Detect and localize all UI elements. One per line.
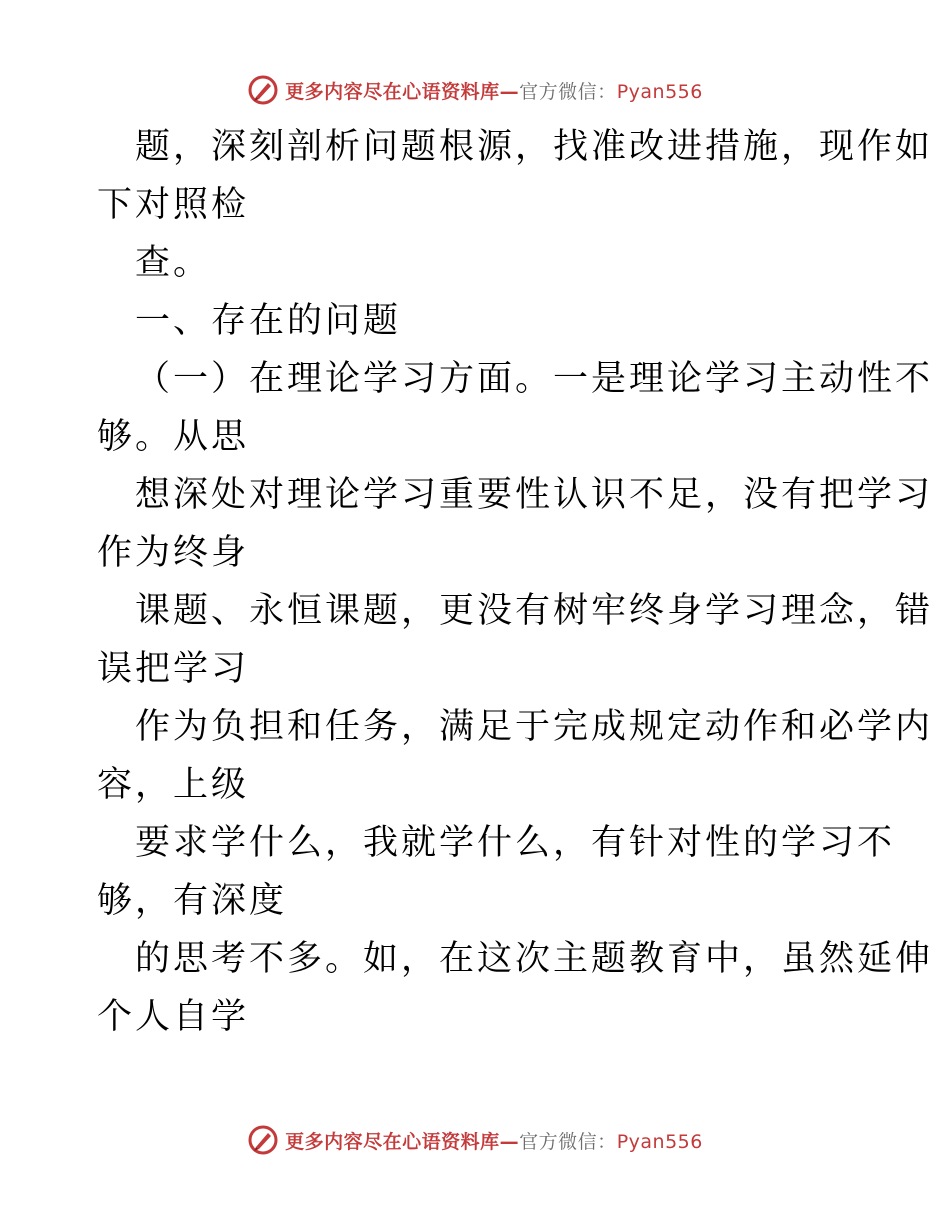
text-line: 够，有深度 (97, 881, 288, 921)
text-line: 想深处对理论学习重要性认识不足，没有把学习 (135, 475, 934, 515)
watermark-label: 官方微信： (519, 1130, 617, 1153)
text-line: 个人自学 (97, 997, 250, 1037)
watermark-main: 更多内容尽在心语资料库 (285, 80, 500, 103)
watermark-dash: — (499, 1130, 520, 1153)
text-line: （一）在理论学习方面。一是理论学习主动性不 (135, 359, 934, 399)
watermark-id: Pyan556 (616, 80, 703, 103)
watermark-id: Pyan556 (616, 1130, 703, 1153)
document-body (97, 118, 934, 1046)
footer-watermark (0, 1120, 950, 1160)
text-line: 作为终身 (97, 533, 250, 573)
watermark-label: 官方微信： (519, 80, 617, 103)
section-heading: 一、存在的问题 (135, 301, 402, 341)
text-line: 误把学习 (97, 649, 250, 689)
pen-logo-icon (247, 74, 279, 106)
text-line: 题，深刻剖析问题根源，找准改进措施，现作如 (135, 127, 934, 167)
watermark-text (285, 77, 703, 104)
pen-logo-icon (247, 1124, 279, 1156)
text-line: 够。从思 (97, 417, 250, 457)
text-line: 要求学什么，我就学什么，有针对性的学习不 (135, 823, 896, 863)
watermark-text (285, 1127, 703, 1154)
text-line: 下对照检 (97, 185, 250, 225)
text-line: 容，上级 (97, 765, 250, 805)
watermark-dash: — (499, 80, 520, 103)
watermark-main: 更多内容尽在心语资料库 (285, 1130, 500, 1153)
text-line: 课题、永恒课题，更没有树牢终身学习理念，错 (135, 591, 934, 631)
text-line: 查。 (135, 243, 212, 283)
header-watermark (0, 70, 950, 110)
text-line: 的思考不多。如，在这次主题教育中，虽然延伸 (135, 939, 934, 979)
text-line: 作为负担和任务，满足于完成规定动作和必学内 (135, 707, 934, 747)
